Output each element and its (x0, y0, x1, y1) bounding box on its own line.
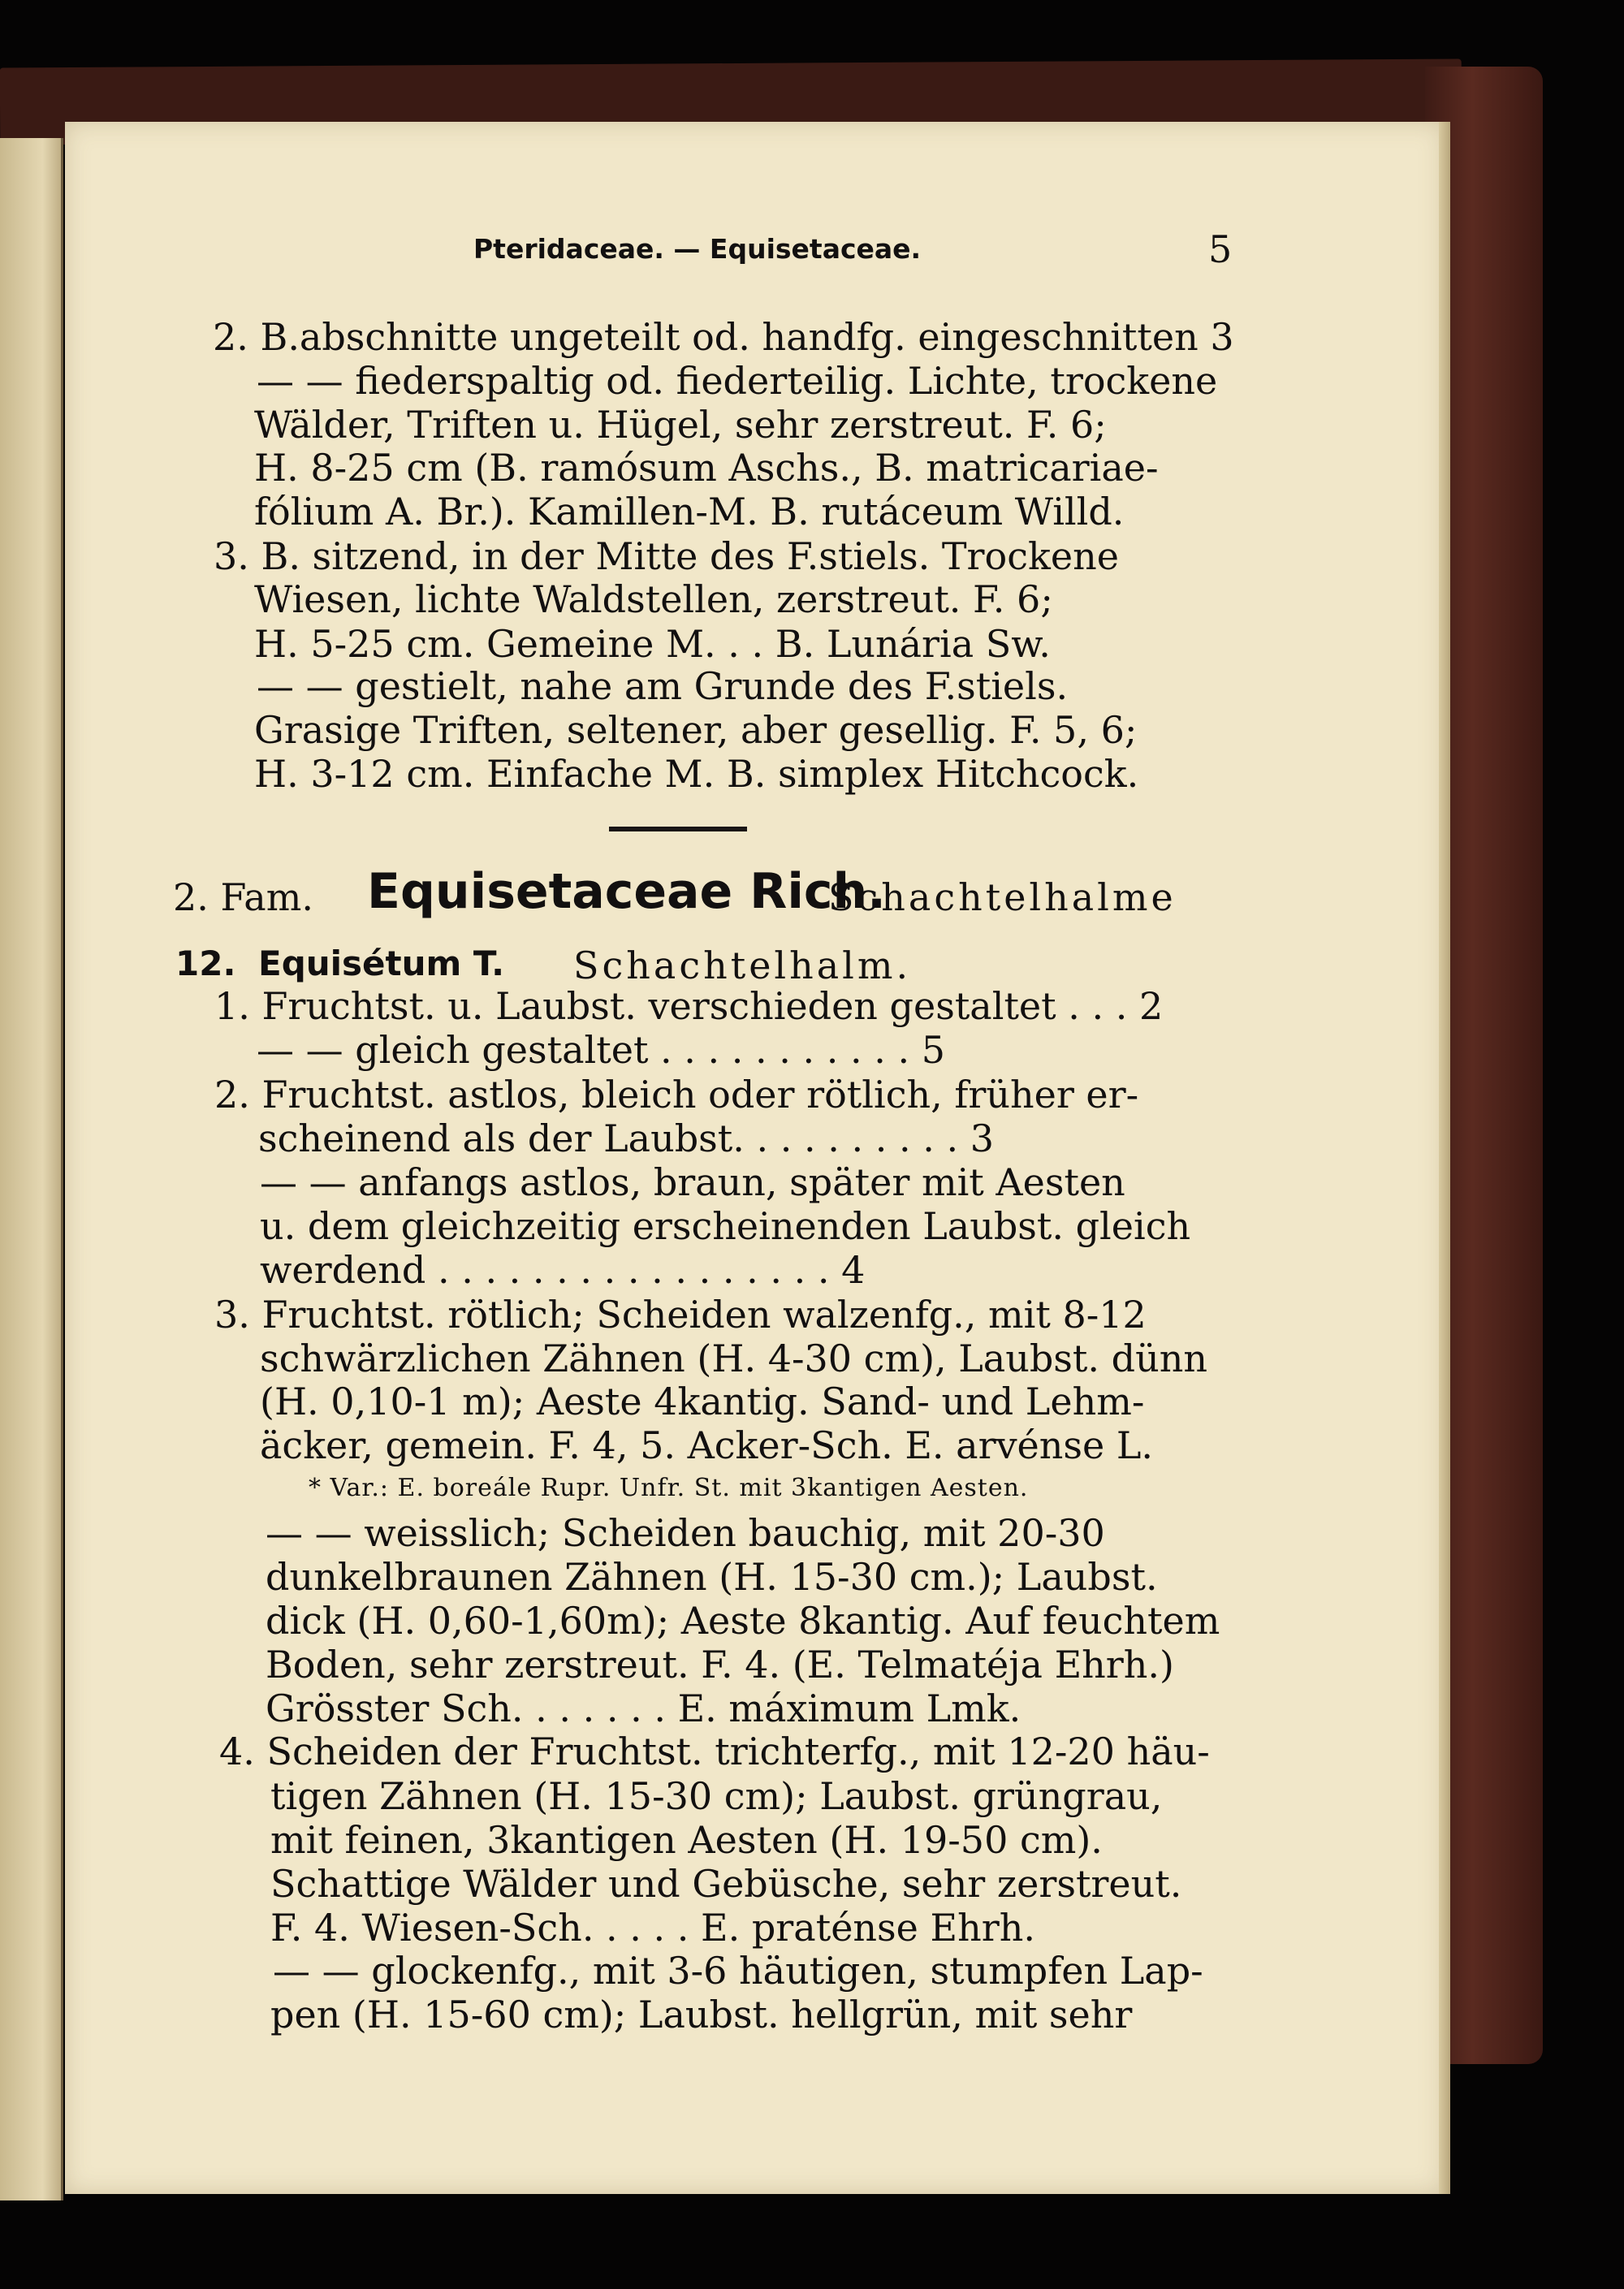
key-line: — — glockenfg., mit 3-6 häutigen, stumpfen Lap- (273, 1949, 1203, 1993)
key-line: Grösster Sch. . . . . . . E. máximum Lmk. (266, 1687, 1021, 1730)
key-line: — — anfangs astlos, braun, später mit Aesten (260, 1160, 1125, 1204)
key-line: 3. Fruchtst. rötlich; Scheiden walzenfg., mit 8-12 (214, 1293, 1147, 1337)
genus-name: Equisétum T. (258, 944, 505, 983)
running-header: Pteridaceae. — Equisetaceae. (473, 233, 922, 265)
key-line: u. dem gleichzeitig erscheinenden Laubst. gleich (260, 1204, 1191, 1248)
section-rule (609, 827, 747, 831)
key-line: dunkelbraunen Zähnen (H. 15-30 cm.); Laubst. (266, 1555, 1158, 1599)
text-line: 2. B.abschnitte ungeteilt od. handfg. eingeschnitten 3 (213, 315, 1234, 359)
key-line: — — weisslich; Scheiden bauchig, mit 20-30 (266, 1511, 1105, 1555)
genus-common-name: Schachtelhalm. (573, 944, 912, 987)
key-line: mit feinen, 3kantigen Aesten (H. 19-50 cm). (270, 1818, 1103, 1862)
genus-number: 12. (175, 944, 236, 983)
key-line: (H. 0,10-1 m); Aeste 4kantig. Sand- und Lehm- (260, 1380, 1145, 1423)
key-line: 2. Fruchtst. astlos, bleich oder rötlich, früher er- (214, 1073, 1139, 1116)
page-number: 5 (1208, 227, 1233, 271)
text-line: fólium A. Br.). Kamillen-M. B. rutáceum Willd. (254, 490, 1125, 533)
key-line: Boden, sehr zerstreut. F. 4. (E. Telmatéja Ehrh.) (266, 1643, 1174, 1687)
key-line: F. 4. Wiesen-Sch. . . . . E. praténse Ehrh. (270, 1906, 1035, 1950)
variety-note: * Var.: E. boreále Rupr. Unfr. St. mit 3kantigen Aesten. (309, 1474, 1029, 1502)
key-line: dick (H. 0,60-1,60m); Aeste 8kantig. Auf feuchtem (266, 1599, 1220, 1643)
previous-page-edge (0, 138, 63, 2200)
text-line: H. 5-25 cm. Gemeine M. . . B. Lunária Sw. (254, 622, 1051, 666)
text-line: H. 8-25 cm (B. ramósum Aschs., B. matricariae- (254, 446, 1159, 490)
key-line: äcker, gemein. F. 4, 5. Acker-Sch. E. arvénse L. (260, 1423, 1154, 1467)
family-common-name: Schachtelhalme (828, 875, 1177, 919)
text-line: Wälder, Triften u. Hügel, sehr zerstreut. F. 6; (254, 403, 1107, 447)
key-line: schwärzlichen Zähnen (H. 4-30 cm), Laubst. dünn (260, 1337, 1207, 1380)
family-name: Equisetaceae Rich. (367, 863, 886, 920)
text-line: Grasige Triften, seltener, aber gesellig. F. 5, 6; (254, 708, 1138, 752)
key-line: — — gleich gestaltet . . . . . . . . . . . 5 (257, 1028, 946, 1072)
text-line: Wiesen, lichte Waldstellen, zerstreut. F. 6; (254, 577, 1053, 621)
text-line: H. 3-12 cm. Einfache M. B. simplex Hitchcock. (254, 752, 1139, 796)
family-number: 2. Fam. (173, 875, 313, 919)
key-line: 1. Fruchtst. u. Laubst. verschieden gestaltet . . . 2 (214, 984, 1164, 1028)
text-line: 3. B. sitzend, in der Mitte des F.stiels. Trockene (214, 534, 1119, 578)
text-line: — — fiederspaltig od. fiederteilig. Lichte, trockene (257, 359, 1218, 403)
key-line: pen (H. 15-60 cm); Laubst. hellgrün, mit sehr (270, 1993, 1133, 2036)
text-line: — — gestielt, nahe am Grunde des F.stiels. (257, 664, 1069, 708)
key-line: Schattige Wälder und Gebüsche, sehr zerstreut. (270, 1862, 1182, 1906)
key-line: werdend . . . . . . . . . . . . . . . . . 4 (260, 1248, 866, 1292)
key-line: 4. Scheiden der Fruchtst. trichterfg., mit 12-20 häu- (219, 1730, 1210, 1773)
page-stack-edge (1439, 122, 1450, 2194)
key-line: tigen Zähnen (H. 15-30 cm); Laubst. grüngrau, (270, 1774, 1163, 1818)
key-line: scheinend als der Laubst. . . . . . . . . . 3 (258, 1116, 994, 1160)
